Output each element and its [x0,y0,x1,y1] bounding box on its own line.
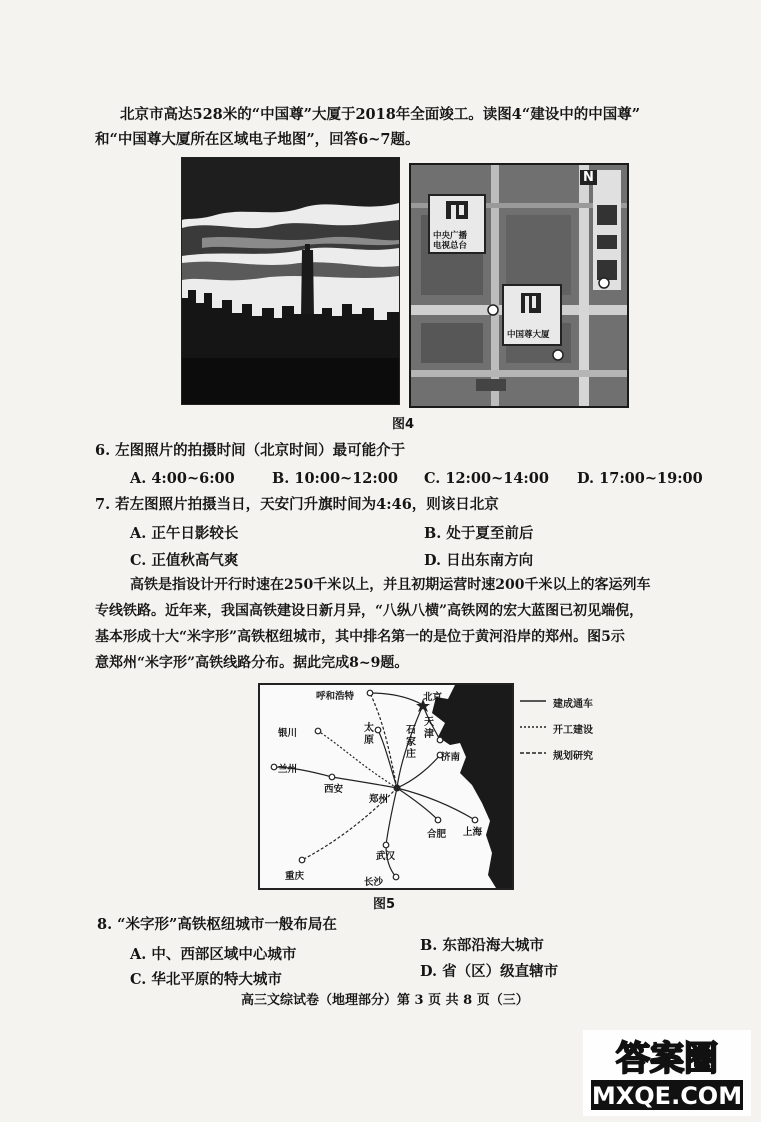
legend-built: 建成通车 [553,699,593,710]
q7-stem: 7. 若左图照片拍摄当日，天安门升旗时间为4:46，则该日北京 [95,496,499,513]
q8-option-b: B. 东部沿海大城市 [420,937,544,954]
city-jinan: 济南 [441,752,461,763]
intro-line-1: 北京市高达528米的“中国尊”大厦于2018年全面竣工。读图4“建设中的中国尊” [120,106,641,123]
legend-construction: 开工建设 [553,725,593,736]
city-huhehaote: 呼和浩特 [316,691,355,702]
q8-option-d: D. 省（区）级直辖市 [420,963,559,980]
city-shanghai: 上海 [463,827,483,838]
city-yinchuan: 银川 [278,728,298,739]
q7-option-d: D. 日出东南方向 [424,552,534,569]
intro2-line-3: 基本形成十大“米字形”高铁枢纽城市，其中排名第一的是位于黄河沿岸的郑州。图5示 [95,629,625,645]
city-shijiazhuang: 石家庄 [406,725,416,760]
legend-lines [518,695,548,765]
city-chongqing: 重庆 [285,871,305,882]
city-lanzhou: 兰州 [278,764,298,775]
city-wuhan: 武汉 [376,851,396,862]
q6-option-c: C. 12:00~14:00 [424,470,549,487]
watermark-graphic [583,1030,751,1116]
street-map-graphic [411,165,627,406]
q8-option-c: C. 华北平原的特大城市 [130,971,282,988]
zhongguozun-photo [181,157,400,405]
intro2-line-1: 高铁是指设计开行时速在250千米以上，并且初期运营时速200千米以上的客运列车 [130,577,651,593]
svg-text:答案圈: 答案圈 [616,1039,718,1079]
skyline-photo-graphic [182,158,399,404]
q7-option-b: B. 处于夏至前后 [424,525,534,542]
intro2-line-4: 意郑州“米字形”高铁线路分布。据此完成8~9题。 [95,655,409,671]
city-hefei: 合肥 [427,829,447,840]
city-beijing: 北京 [423,692,443,703]
city-xian: 西安 [324,784,344,795]
q6-option-b: B. 10:00~12:00 [272,470,398,487]
intro2-line-2: 专线铁路。近年来，我国高铁建设日新月异，“八纵八横”高铁网的宏大蓝图已初见端倪， [95,603,644,619]
q7-option-c: C. 正值秋高气爽 [130,552,239,569]
q6-option-a: A. 4:00~6:00 [130,470,235,487]
figure4-caption: 图4 [392,417,415,432]
railway-map [258,683,514,890]
intro-line-2: 和“中国尊大厦所在区域电子地图”，回答6~7题。 [95,131,420,148]
city-tianjin: 天津 [424,717,434,740]
q6-option-d: D. 17:00~19:00 [577,470,703,487]
zgz-label: 中国尊大厦 [507,330,550,340]
q8-stem: 8. “米字形”高铁枢纽城市一般布局在 [97,916,337,933]
svg-text:MXQE.COM: MXQE.COM [591,1082,743,1110]
cctv-label: 中央广播 电视总台 [433,231,468,251]
electronic-map [409,163,629,408]
q8-option-a: A. 中、西部区域中心城市 [130,946,297,963]
city-changsha: 长沙 [364,877,384,888]
city-zhengzhou: 郑州 [369,794,389,805]
page-footer: 高三文综试卷（地理部分）第 3 页 共 8 页（三） [241,993,529,1008]
legend-planned: 规划研究 [553,751,593,762]
north-indicator: N [580,170,597,185]
q6-stem: 6. 左图照片的拍摄时间（北京时间）最可能介于 [95,442,406,459]
watermark-logo [583,1030,751,1116]
figure5-caption: 图5 [373,897,396,912]
q7-option-a: A. 正午日影较长 [130,525,239,542]
city-taiyuan: 太原 [364,723,374,746]
